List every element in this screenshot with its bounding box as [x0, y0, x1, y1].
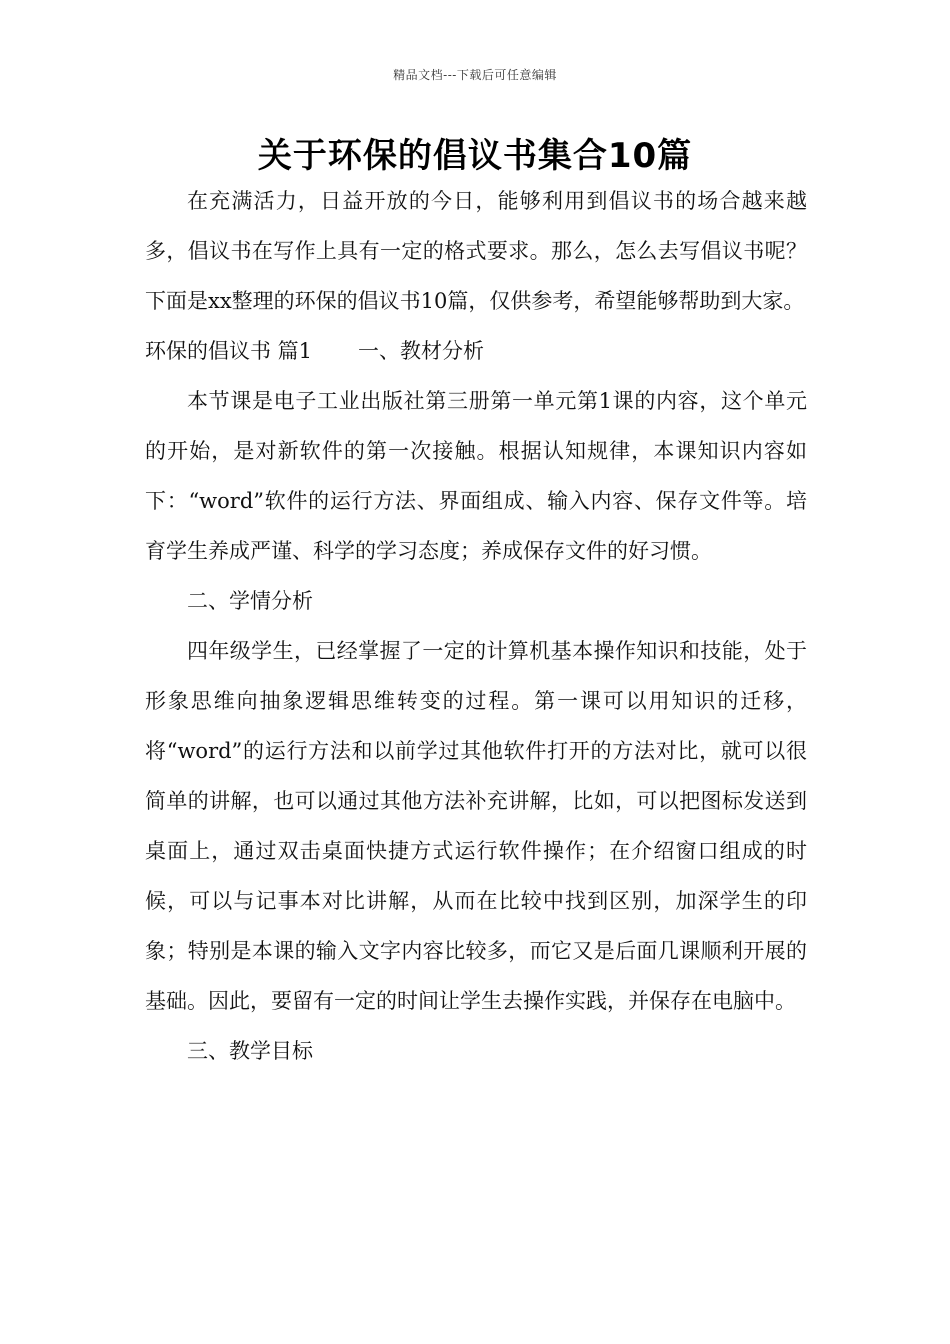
header-note: 精品文档---下载后可任意编辑	[393, 68, 557, 82]
document-body	[145, 176, 807, 1076]
section2-paragraph: 四年级学生，已经掌握了一定的计算机基本操作知识和技能，处于形象思维向抽象逻辑思维转变的过程。第一课可以用知识的迁移，将“word”的运行方法和以前学过其他软件打开的方法对比，就可以很简单的讲解，也可以通过其他方法补充讲解，比如，可以把图标发送到桌面上，通过双击桌面快捷方式运行软件操作；在介绍窗口组成的时候，可以与记事本对比讲解，从而在比较中找到区别，加深学生的印象；特别是本课的输入文字内容比较多，而它又是后面几课顺利开展的基础。因此，要留有一定的时间让学生去操作实践，并保存在电脑中。	[145, 639, 807, 1013]
section1-paragraph: 本节课是电子工业出版社第三册第一单元第1课的内容，这个单元的开始，是对新软件的第一次接触。根据认知规律，本课知识内容如下：“word”软件的运行方法、界面组成、输入内容、保存文件等。培育学生养成严谨、科学的学习态度；养成保存文件的好习惯。	[145, 389, 807, 563]
section2-heading: 二、学情分析	[187, 589, 313, 613]
intro-paragraph: 在充满活力，日益开放的今日，能够利用到倡议书的场合越来越多，倡议书在写作上具有一定的格式要求。那么，怎么去写倡议书呢？下面是xx整理的环保的倡议书10篇，仅供参考，希望能够帮助到大家。	[145, 189, 807, 313]
chapter-line	[145, 326, 807, 376]
document-title: 关于环保的倡议书集合10篇	[257, 136, 693, 176]
chapter-label: 环保的倡议书 篇1	[145, 339, 313, 363]
section3-heading: 三、教学目标	[187, 1039, 313, 1063]
section1-heading: 一、教材分析	[358, 339, 485, 363]
